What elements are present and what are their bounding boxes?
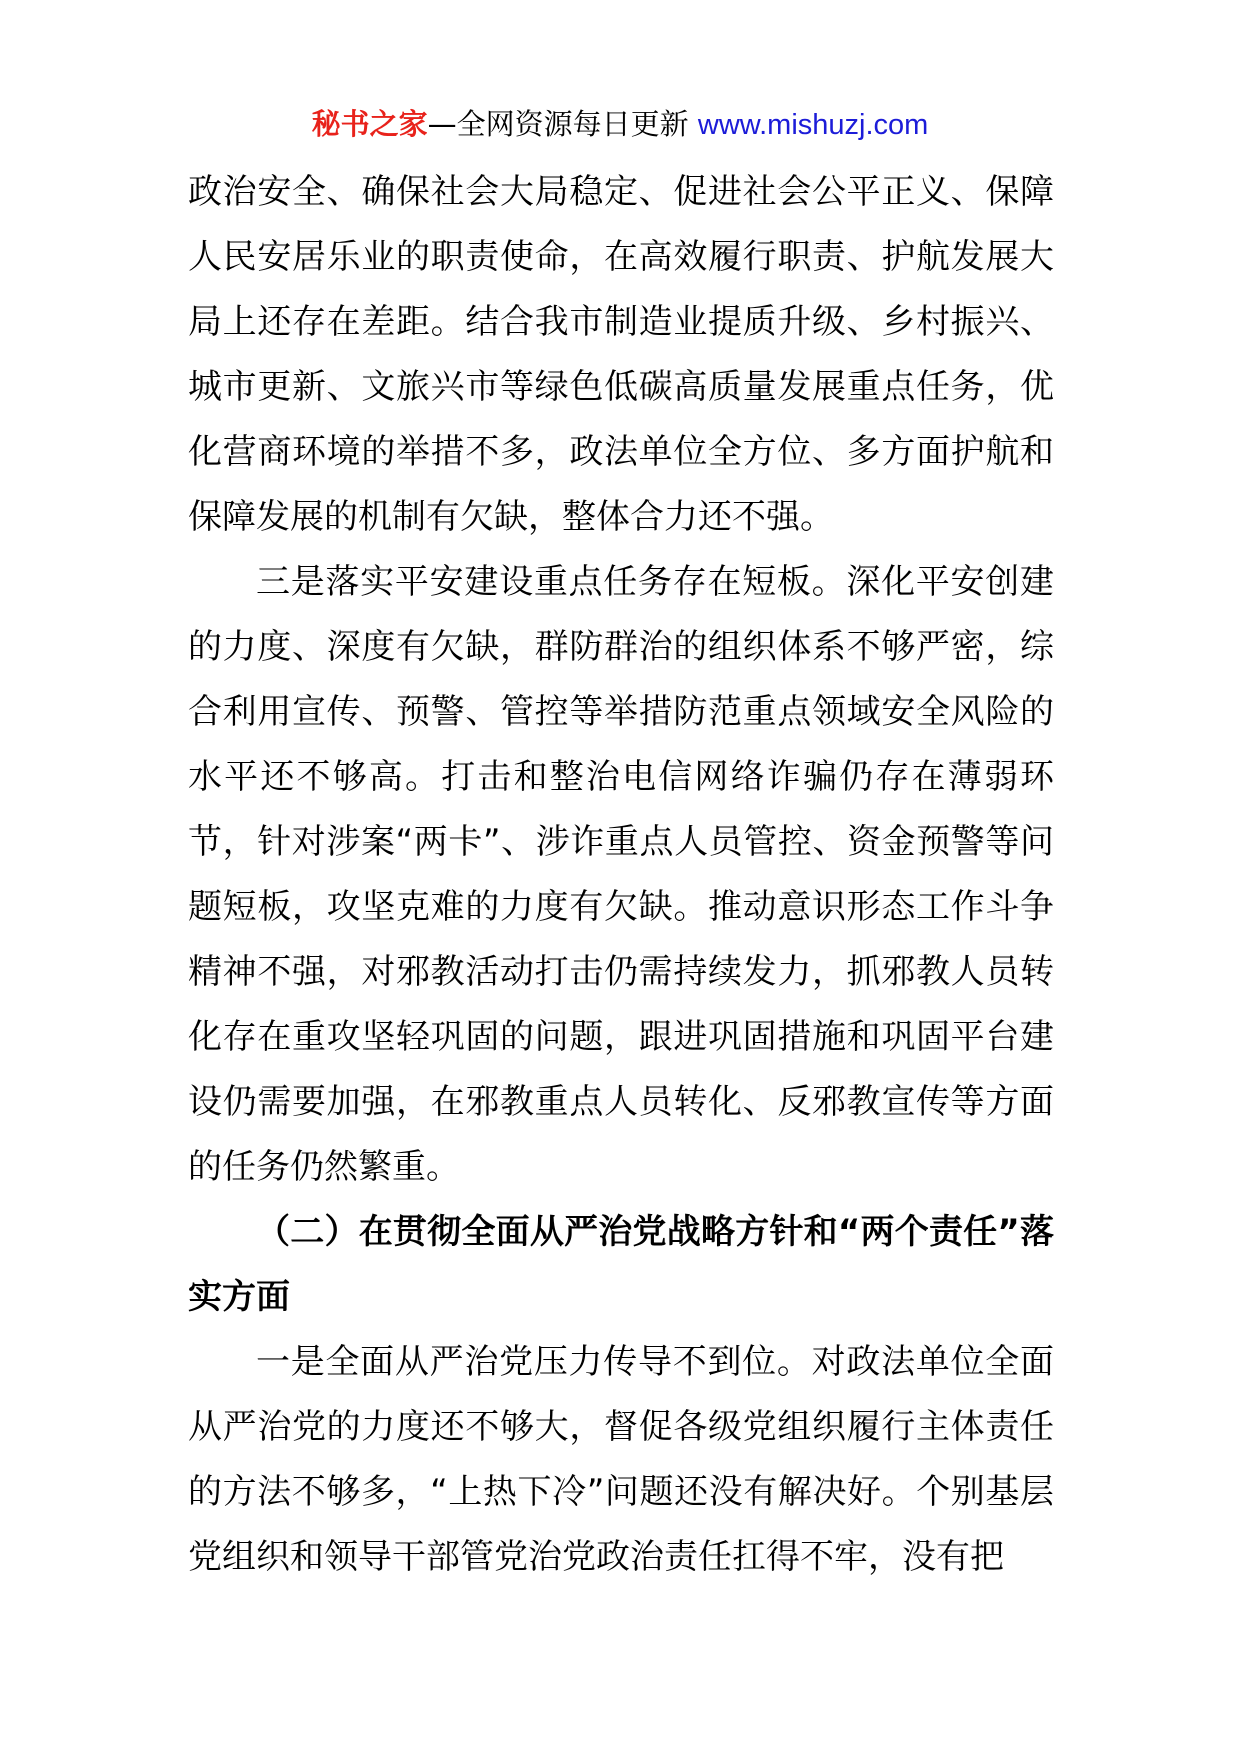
section-heading: （二）在贯彻全面从严治党战略方针和“两个责任”落实方面 <box>188 1212 1054 1317</box>
document-body <box>188 160 1054 1590</box>
page-header <box>0 104 1240 145</box>
site-url-link[interactable]: www.mishuzj.com <box>697 109 929 141</box>
paragraph-continued: 政治安全、确保社会大局稳定、促进社会公平正义、保障人民安居乐业的职责使命，在高效履行职责、护航发展大局上还存在差距。结合我市制造业提质升级、乡村振兴、城市更新、文旅兴市等绿色低碳高质量发展重点任务，优化营商环境的举措不多，政法单位全方位、多方面护航和保障发展的机制有欠缺，整体合力还不强。 <box>188 172 1054 537</box>
site-tagline: —全网资源每日更新 <box>427 107 698 141</box>
site-brand: 秘书之家 <box>311 107 428 141</box>
paragraph-party-discipline: 一是全面从严治党压力传导不到位。对政法单位全面从严治党的力度还不够大，督促各级党组织履行主体责任的方法不够多，“上热下冷”问题还没有解决好。个别基层党组织和领导干部管党治党政治责任扛得不牢，没有把 <box>188 1342 1054 1577</box>
paragraph-safety-tasks: 三是落实平安建设重点任务存在短板。深化平安创建的力度、深度有欠缺，群防群治的组织体系不够严密，综合利用宣传、预警、管控等举措防范重点领域安全风险的水平还不够高。打击和整治电信网络诈骗仍存在薄弱环节，针对涉案“两卡”、涉诈重点人员管控、资金预警等问题短板，攻坚克难的力度有欠缺。推动意识形态工作斗争精神不强，对邪教活动打击仍需持续发力，抓邪教人员转化存在重攻坚轻巩固的问题，跟进巩固措施和巩固平台建设仍需要加强，在邪教重点人员转化、反邪教宣传等方面的任务仍然繁重。 <box>188 562 1054 1187</box>
